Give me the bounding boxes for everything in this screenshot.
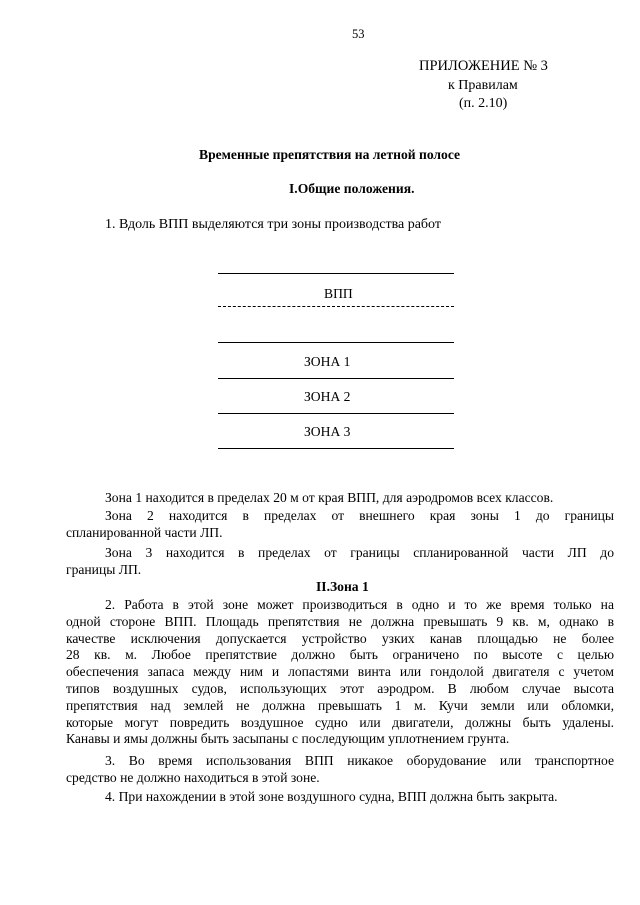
paragraph-2-line: обеспечения запаса между ним и лопастями винта или гондолой двигателя с учетом <box>66 664 614 680</box>
paragraph-2-line: препятствия над землей не должна превышать 1 м. Кучи земли или обломки, <box>66 697 614 713</box>
appendix-ref: к Правилам <box>448 78 518 93</box>
section-1-item-1: 1. Вдоль ВПП выделяются три зоны производства работ <box>105 217 441 232</box>
paragraph-2-line: одной стороне ВПП. Площадь препятствия не должна превышать 9 кв. м, однако в <box>66 613 614 629</box>
zone-2-top-edge <box>218 378 454 379</box>
zone-2-description <box>66 508 614 542</box>
paragraph-4: 4. При нахождении в этой зоне воздушного судна, ВПП должна быть закрыта. <box>105 789 558 804</box>
zone-2-label: ЗОНА 2 <box>304 389 351 404</box>
paragraph-2-line: Канавы и ямы должны быть засыпаны с последующим уплотнением грунта. <box>66 731 510 747</box>
zone-1-label: ЗОНА 1 <box>304 354 351 369</box>
document-title: Временные препятствия на летной полосе <box>199 147 461 162</box>
section-2-heading: II.Зона 1 <box>316 579 369 594</box>
appendix-clause: (п. 2.10) <box>459 96 508 111</box>
section-1-heading: I.Общие положения. <box>289 181 415 196</box>
zone-3-description-line: границы ЛП. <box>66 561 142 577</box>
zone-3-top-edge <box>218 413 454 414</box>
paragraph-2-line: которые могут повредить воздушное судно или двигатели, должны быть удалены. <box>66 714 614 730</box>
zone-3-description <box>66 545 614 579</box>
paragraph-3 <box>66 753 614 787</box>
zone-2-description-line: спланированной части ЛП. <box>66 524 223 540</box>
paragraph-3-line: 3. Во время использования ВПП никакое оборудование или транспортное <box>105 753 614 768</box>
zone-3-label: ЗОНА 3 <box>304 424 351 439</box>
zone-1-description: Зона 1 находится в пределах 20 м от края ВПП, для аэродромов всех классов. <box>105 490 554 505</box>
paragraph-3-line: средство не должно находиться в этой зоне. <box>66 769 320 785</box>
appendix-title: ПРИЛОЖЕНИЕ № 3 <box>419 58 548 74</box>
zone-3-description-line: Зона 3 находится в пределах от границы спланированной части ЛП до <box>105 545 614 560</box>
runway-centerline <box>218 306 454 307</box>
runway-top-edge <box>218 273 454 274</box>
paragraph-2-line: 28 кв. м. Любое препятствие должно быть ограничено по высоте с целью <box>66 647 614 663</box>
page-number: 53 <box>352 27 365 41</box>
zone-1-top-edge <box>218 342 454 343</box>
paragraph-2 <box>66 597 614 748</box>
paragraph-2-line: 2. Работа в этой зоне может производиться в одно и то же время только на <box>105 597 614 612</box>
zone-3-bottom-edge <box>218 448 454 449</box>
runway-label: ВПП <box>324 286 353 301</box>
zone-2-description-line: Зона 2 находится в пределах от внешнего края зоны 1 до границы <box>105 508 614 523</box>
paragraph-2-line: качестве исключения допускается устройство узких канав площадью не более <box>66 630 614 646</box>
paragraph-2-line: типов воздушных судов, использующих этот аэродром. В любом случае высота <box>66 680 614 696</box>
